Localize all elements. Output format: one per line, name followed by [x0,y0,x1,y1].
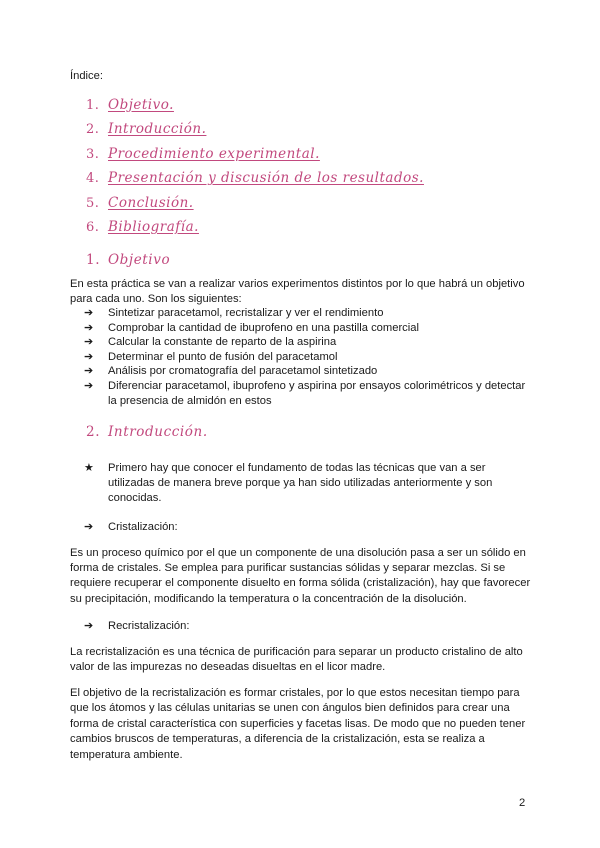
cristalizacion-label: ➔ Cristalización: [84,520,514,535]
star-note: ★ Primero hay que conocer el fundamento de todas las técnicas que van a ser utilizadas de manera breve porque ya han sido utilizadas anteriormente y son conocidas. [84,461,514,507]
list-item: ➔ Calcular la constante de reparto de la aspirina [84,336,337,349]
list-item: ➔ Sintetizar paracetamol, recristalizar y ver el rendimiento [84,307,384,319]
objetivo-intro: En esta práctica se van a realizar varios experimentos distintos por lo que habrá un objetivo para cada uno. Son los siguientes: [70,278,525,306]
list-item: ➔ Comprobar la cantidad de ibuprofeno en una pastilla comercial [84,321,419,334]
toc-item[interactable]: 3. Procedimiento experimental. [86,145,320,162]
arrow-icon: ➔ [84,379,94,392]
toc-link[interactable]: Introducción. [108,121,207,137]
arrow-icon: ➔ [84,620,94,632]
arrow-icon: ➔ [84,307,94,319]
toc-link[interactable]: Objetivo. [108,96,174,113]
index-label: Índice: [70,70,103,82]
objectives-list [84,306,532,408]
arrow-icon: ➔ [84,365,94,378]
recristalizacion-text-1: La recristalización es una técnica de purificación para separar un producto cristalino de alto valor de las impurezas no deseadas disueltas en el licor madre. [70,646,523,674]
arrow-icon: ➔ [84,350,94,363]
section-heading-introduccion: 2. Introducción. [86,424,208,440]
toc-link[interactable]: Presentación y discusión de los resultados. [108,170,424,186]
toc-item[interactable]: 4. Presentación y discusión de los resultados. [86,170,424,186]
toc-item[interactable]: 1. Objetivo. [86,96,174,113]
toc-link[interactable]: Conclusión. [108,194,194,211]
table-of-contents [86,88,424,235]
recristalizacion-label: ➔ Recristalización: [84,619,514,634]
page-number: 2 [519,797,526,809]
toc-item[interactable]: 5. Conclusión. [86,194,194,211]
arrow-icon: ➔ [84,321,94,334]
arrow-icon: ➔ [84,521,94,533]
arrow-icon: ➔ [84,336,94,349]
toc-item[interactable]: 2. Introducción. [86,121,207,137]
list-item: ➔ Diferenciar paracetamol, ibuprofeno y aspirina por ensayos colorimétricos y detectar la presencia de almidón en estos [84,379,526,407]
section-heading-objetivo: 1. Objetivo [86,252,171,268]
list-item: ➔ Determinar el punto de fusión del paracetamol [84,350,338,363]
recristalizacion-text-2: El objetivo de la recristalización es formar cristales, por lo que estos necesitan tiempo para que los átomos y las células unitarias se unen con ángulos bien definidos para crear una forma de cristal característica con superficies y facetas lisas. De modo que no pueden tener cambios bruscos de temperaturas, a diferencia de la cristalización, esta se realiza a temperatura ambiente. [70,687,526,761]
cristalizacion-text: Es un proceso químico por el que un componente de una disolución pasa a ser un sólido en forma de cristales. Se emplea para purificar sustancias sólidas y separar mezclas. Si se requiere recuperar el componente disuelto en forma sólida (cristalización), hay que favorecer su precipitación, modificando la temperatura o la concentración de la disolución. [70,547,531,605]
list-item: ➔ Análisis por cromatografía del paracetamol sintetizado [84,365,378,378]
toc-link[interactable]: Bibliografía. [108,219,199,235]
star-icon: ★ [84,462,95,474]
toc-link[interactable]: Procedimiento experimental. [108,145,320,162]
toc-item[interactable]: 6. Bibliografía. [86,219,199,235]
